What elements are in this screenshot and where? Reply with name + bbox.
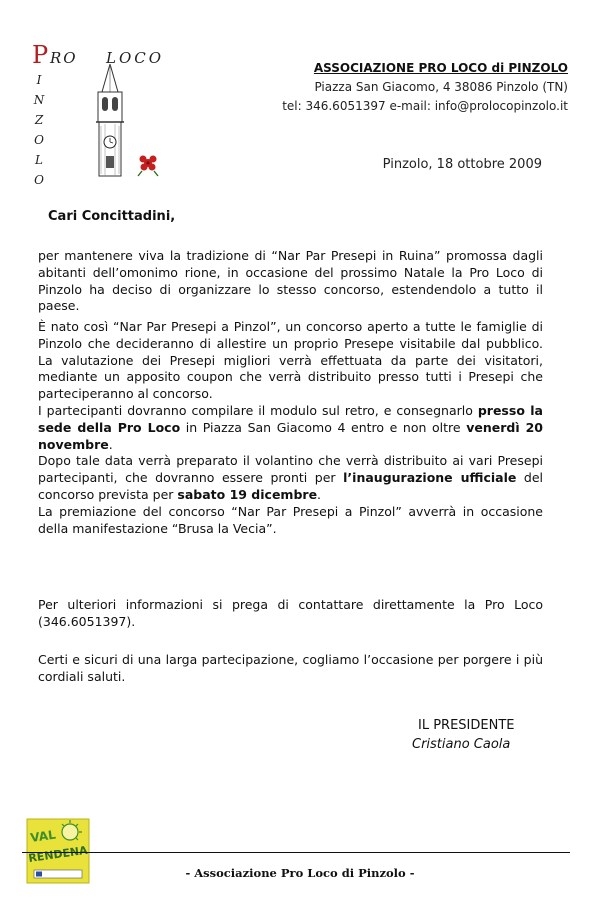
bold-run: presso la sede della Pro Loco bbox=[38, 402, 543, 435]
paragraph-text: La premiazione del concorso “Nar Par Presepi a Pinzol” avverrà in occasione della manifestazione “Brusa la Vecia”. bbox=[38, 503, 543, 536]
badge-line1: VAL bbox=[29, 827, 57, 845]
text-run: del concorso prevista per bbox=[38, 470, 544, 502]
paragraph-text: Per ulteriori informazioni si prega di contattare direttamente la Pro Loco (346.6051397). bbox=[38, 597, 543, 629]
letter-date: Pinzolo, 18 ottobre 2009 bbox=[382, 157, 542, 172]
logo-vertical-letter: Z bbox=[34, 113, 44, 127]
paragraph-intro bbox=[38, 248, 543, 315]
paragraph-contest bbox=[38, 319, 543, 537]
paragraph-text: per mantenere viva la tradizione di “Nar Par Presepi in Ruina” promossa dagli abitanti dell’omonimo rione, in occasione del prossimo Natale la Pro Loco di Pinzolo ha deciso di organizzare lo stesso concorso, estendendolo a tutto il paese. bbox=[38, 248, 543, 314]
text-run: Dopo tale data verrà preparato il volantino che verrà distribuito ai vari Presepi partecipanti, che dovranno essere pronti per bbox=[38, 453, 543, 486]
paragraph-closing bbox=[38, 652, 543, 686]
red-flower-icon bbox=[138, 156, 158, 177]
logo-letter-p: P bbox=[32, 41, 49, 69]
paragraph-deadline bbox=[38, 403, 543, 453]
organization-address: Piazza San Giacomo, 4 38086 Pinzolo (TN) bbox=[314, 80, 568, 94]
logo-vertical-letter: L bbox=[35, 153, 43, 167]
logo-vertical-letter: N bbox=[33, 93, 45, 107]
logo-vertical-letter: O bbox=[34, 133, 44, 147]
letterhead bbox=[282, 59, 568, 116]
logo-vertical-word bbox=[32, 70, 46, 190]
paragraph-text: È nato così “Nar Par Presepi a Pinzol”, un concorso aperto a tutte le famiglie di Pinzolo che decideranno di allestire un proprio Presepe visitabile dal pubblico. La valutazione dei Presepi migliori verrà effettuata da parte dei visitatori, mediante un apposito coupon che verrà distribuito presso tutti i Presepi che parteciperanno al concorso. bbox=[38, 319, 543, 402]
bold-run: sabato 19 dicembre bbox=[177, 486, 318, 502]
text-run: I partecipanti dovranno compilare il modulo sul retro, e consegnarlo bbox=[38, 402, 478, 418]
footer-divider bbox=[22, 852, 570, 853]
logo-word-ro: RO bbox=[50, 49, 78, 67]
logo-vertical-letter: I bbox=[36, 73, 42, 87]
signature-role: IL PRESIDENTE bbox=[418, 718, 515, 733]
text-run: . bbox=[108, 436, 113, 452]
signature-block bbox=[412, 716, 515, 754]
pro-loco-logo bbox=[28, 40, 165, 187]
salutation: Cari Concittadini, bbox=[48, 209, 176, 224]
footer-text: - Associazione Pro Loco di Pinzolo - bbox=[185, 866, 415, 880]
logo-word-loco: LOCO bbox=[106, 49, 165, 67]
text-run: . bbox=[317, 486, 322, 502]
organization-contact: tel: 346.6051397 e-mail: info@prolocopinzolo.it bbox=[282, 99, 568, 113]
paragraph-text: Certi e sicuri di una larga partecipazione, cogliamo l’occasione per porgere i più cordiali saluti. bbox=[38, 652, 543, 684]
organization-name: ASSOCIAZIONE PRO LOCO di PINZOLO bbox=[313, 61, 568, 75]
paragraph-info bbox=[38, 597, 543, 631]
bold-run: venerdì 20 novembre bbox=[38, 419, 543, 452]
text-run: in Piazza San Giacomo 4 entro e non oltre bbox=[180, 419, 467, 435]
logo-vertical-letter: O bbox=[34, 173, 44, 187]
badge-line2: RENDENA bbox=[27, 843, 89, 865]
paragraph-inauguration bbox=[38, 453, 543, 503]
signature-name: Cristiano Caola bbox=[412, 737, 511, 752]
bell-tower-icon bbox=[58, 64, 163, 178]
bold-run: l’inaugurazione ufficiale bbox=[343, 470, 517, 486]
